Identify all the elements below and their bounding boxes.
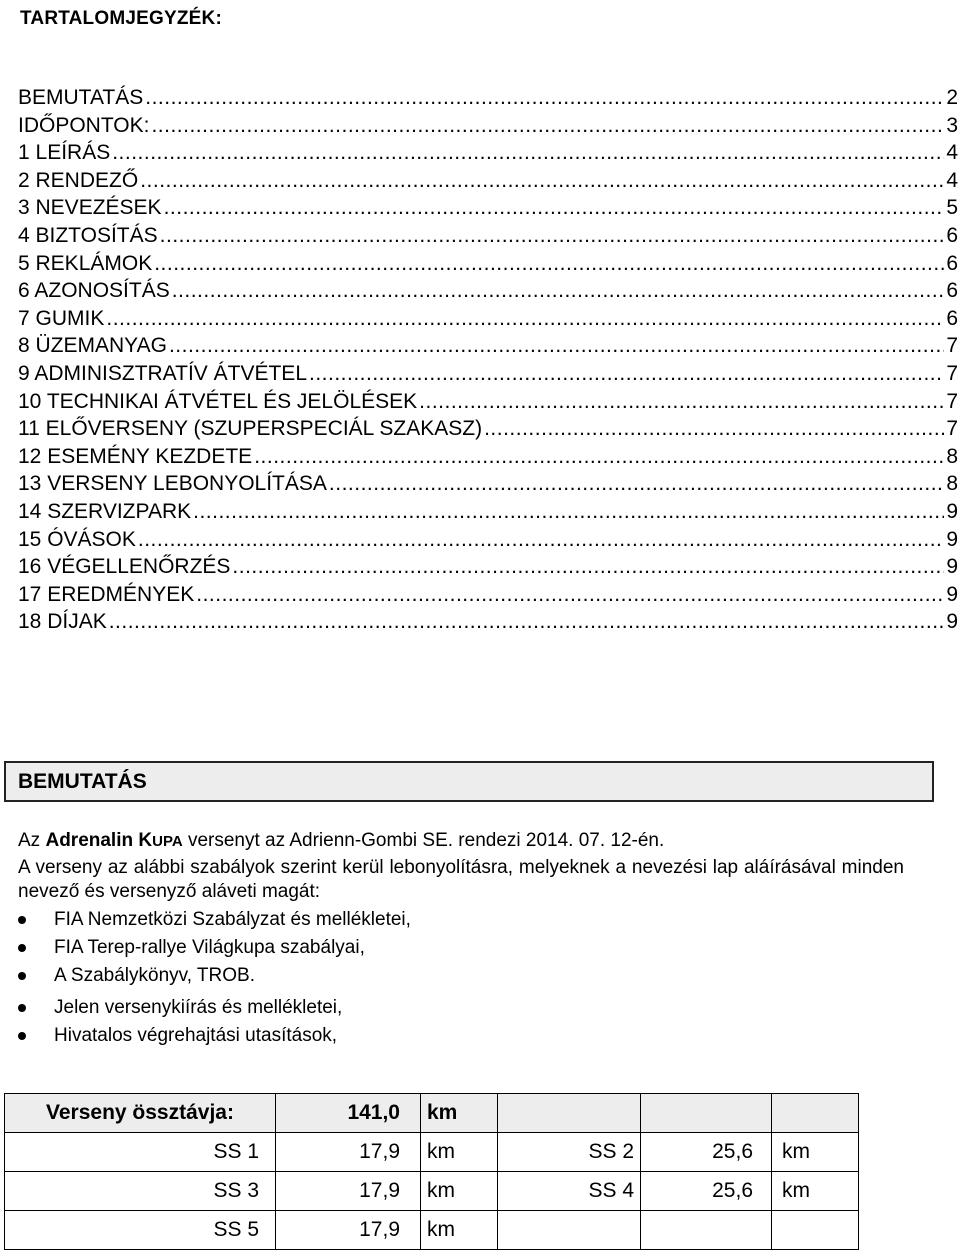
list-item-text: FIA Terep-rallye Világkupa szabályai,	[54, 937, 365, 958]
toc-entry-page: 9	[946, 499, 958, 523]
dot-leader	[193, 498, 944, 526]
dot-leader	[419, 388, 944, 416]
toc-entry[interactable]	[18, 250, 958, 278]
bullet-icon	[18, 972, 26, 980]
dot-leader	[154, 250, 944, 278]
toc-entry-label: 5 REKLÁMOK	[18, 251, 153, 275]
empty-cell	[641, 1211, 772, 1250]
dot-leader	[232, 553, 944, 581]
toc-entry-page: 9	[946, 582, 958, 606]
toc-entry[interactable]	[18, 332, 958, 360]
toc-entry[interactable]	[18, 470, 958, 498]
list-item-text: Hivatalos végrehajtási utasítások,	[54, 1025, 338, 1046]
list-item	[18, 994, 898, 1022]
section-heading: BEMUTATÁS	[18, 770, 147, 793]
toc-entry-page: 4	[946, 141, 958, 165]
toc-entry-page: 6	[946, 251, 958, 275]
dot-leader	[172, 277, 945, 305]
toc-entry-label: 1 LEÍRÁS	[18, 141, 111, 165]
total-distance-unit: km	[421, 1094, 498, 1133]
event-kupa-initial: K	[138, 830, 153, 851]
stage-distance: 25,6	[641, 1133, 772, 1172]
toc-entry[interactable]	[18, 277, 958, 305]
toc-entry[interactable]	[18, 415, 958, 443]
dot-leader	[329, 470, 944, 498]
toc-entry-label: 13 VERSENY LEBONYOLÍTÁSA	[18, 472, 327, 496]
stage-unit: km	[421, 1172, 498, 1211]
dot-leader	[106, 305, 944, 333]
empty-cell	[772, 1211, 859, 1250]
empty-cell	[641, 1094, 772, 1133]
dot-leader	[160, 222, 945, 250]
toc-entry[interactable]	[18, 498, 958, 526]
stage-name: SS 1	[5, 1133, 276, 1172]
list-item	[18, 934, 898, 962]
stage-name: SS 2	[498, 1133, 641, 1172]
rules-list	[18, 906, 898, 1050]
stage-unit: km	[772, 1172, 859, 1211]
event-kupa-smallcaps: UPA	[152, 833, 183, 850]
toc-entry-label: 3 NEVEZÉSEK	[18, 196, 162, 220]
toc-entry-label: 8 ÜZEMANYAG	[18, 334, 167, 358]
toc-entry-label: IDŐPONTOK:	[18, 113, 150, 137]
toc-entry-page: 9	[946, 555, 958, 579]
table-row	[5, 1211, 859, 1250]
toc-entry-page: 6	[946, 223, 958, 247]
intro-suffix: versenyt az Adrienn-Gombi SE. rendezi 2014. 07. 12-én.	[187, 830, 665, 851]
intro-prefix: Az	[18, 830, 41, 851]
list-item-text: FIA Nemzetközi Szabályzat és mellékletei,	[54, 909, 411, 930]
toc-entry[interactable]	[18, 139, 958, 167]
toc-entry-label: 2 RENDEZŐ	[18, 168, 139, 192]
toc-entry-label: 7 GUMIK	[18, 306, 105, 330]
toc-entry[interactable]	[18, 581, 958, 609]
stage-distance: 17,9	[276, 1172, 421, 1211]
toc-entry-page: 4	[946, 168, 958, 192]
dot-leader	[145, 84, 944, 112]
toc-title: TARTALOMJEGYZÉK:	[20, 8, 222, 29]
toc-entry-page: 6	[946, 306, 958, 330]
stage-unit: km	[421, 1133, 498, 1172]
dot-leader	[309, 360, 944, 388]
intro-paragraph	[18, 830, 904, 852]
toc-entry-page: 7	[946, 389, 958, 413]
toc-entry[interactable]	[18, 305, 958, 333]
toc-entry-page: 9	[946, 527, 958, 551]
distance-table	[4, 1093, 859, 1250]
list-item-text: A Szabálykönyv, TROB.	[54, 965, 255, 986]
stage-distance: 17,9	[276, 1211, 421, 1250]
dot-leader	[109, 608, 945, 636]
toc-entry[interactable]	[18, 194, 958, 222]
toc-entry[interactable]	[18, 167, 958, 195]
table-row	[5, 1133, 859, 1172]
dot-leader	[151, 112, 944, 140]
toc-entry[interactable]	[18, 360, 958, 388]
toc-entry-label: 14 SZERVIZPARK	[18, 499, 192, 523]
dot-leader	[112, 139, 944, 167]
bullet-icon	[18, 944, 26, 952]
toc-entry[interactable]	[18, 112, 958, 140]
dot-leader	[254, 443, 944, 471]
toc-entry[interactable]	[18, 84, 958, 112]
dot-leader	[140, 167, 944, 195]
table-of-contents	[18, 84, 958, 636]
dot-leader	[138, 526, 944, 554]
toc-entry-label: 15 ÓVÁSOK	[18, 527, 136, 551]
table-row	[5, 1172, 859, 1211]
bullet-icon	[18, 1032, 26, 1040]
toc-entry[interactable]	[18, 526, 958, 554]
bullet-icon	[18, 916, 26, 924]
dot-leader	[169, 332, 944, 360]
stage-unit: km	[772, 1133, 859, 1172]
stage-distance: 25,6	[641, 1172, 772, 1211]
event-brand-name: Adrenalin	[45, 830, 134, 851]
empty-cell	[772, 1094, 859, 1133]
total-distance-label: Verseny össztávja:	[5, 1094, 276, 1133]
toc-entry-page: 3	[946, 113, 958, 137]
dot-leader	[484, 415, 944, 443]
toc-entry-page: 7	[946, 334, 958, 358]
toc-entry-label: 6 AZONOSÍTÁS	[18, 279, 170, 303]
toc-entry[interactable]	[18, 443, 958, 471]
stage-name: SS 3	[5, 1172, 276, 1211]
toc-entry-page: 9	[946, 610, 958, 634]
toc-entry-page: 7	[946, 417, 958, 441]
toc-entry-label: 12 ESEMÉNY KEZDETE	[18, 444, 253, 468]
toc-entry-page: 2	[946, 86, 958, 109]
list-item	[18, 1022, 898, 1050]
toc-entry[interactable]	[18, 222, 958, 250]
empty-cell	[498, 1211, 641, 1250]
toc-entry-label: 10 TECHNIKAI ÁTVÉTEL ÉS JELÖLÉSEK	[18, 389, 418, 413]
stage-name: SS 5	[5, 1211, 276, 1250]
table-row	[5, 1094, 859, 1133]
empty-cell	[498, 1094, 641, 1133]
toc-entry-page: 6	[946, 279, 958, 303]
toc-entry-label: 4 BIZTOSÍTÁS	[18, 223, 158, 247]
dot-leader	[196, 581, 944, 609]
toc-entry-label: 16 VÉGELLENŐRZÉS	[18, 555, 231, 579]
toc-entry[interactable]	[18, 388, 958, 416]
toc-entry-page: 7	[946, 361, 958, 385]
rules-paragraph: A verseny az alábbi szabályok szerint kerül lebonyolításra, melyeknek a nevezési lap aláírásával minden nevező és versenyző aláveti magát:	[18, 857, 904, 902]
list-item	[18, 962, 898, 990]
stage-distance: 17,9	[276, 1133, 421, 1172]
section-heading-box	[4, 761, 934, 802]
toc-entry-label: 17 EREDMÉNYEK	[18, 582, 195, 606]
list-item-text: Jelen versenykiírás és mellékletei,	[54, 997, 343, 1018]
toc-entry-label: 9 ADMINISZTRATÍV ÁTVÉTEL	[18, 361, 307, 385]
toc-entry-page: 5	[946, 196, 958, 220]
toc-entry[interactable]	[18, 608, 958, 636]
toc-entry-label: 11 ELŐVERSENY (SZUPERSPECIÁL SZAKASZ)	[18, 417, 483, 441]
toc-entry-page: 8	[946, 472, 958, 496]
dot-leader	[164, 194, 945, 222]
stage-name: SS 4	[498, 1172, 641, 1211]
toc-entry[interactable]	[18, 553, 958, 581]
toc-entry-label: BEMUTATÁS	[18, 86, 144, 109]
list-item	[18, 906, 898, 934]
stage-unit: km	[421, 1211, 498, 1250]
toc-entry-page: 8	[946, 444, 958, 468]
total-distance-value: 141,0	[276, 1094, 421, 1133]
toc-entry-label: 18 DÍJAK	[18, 610, 107, 634]
bullet-icon	[18, 1004, 26, 1012]
